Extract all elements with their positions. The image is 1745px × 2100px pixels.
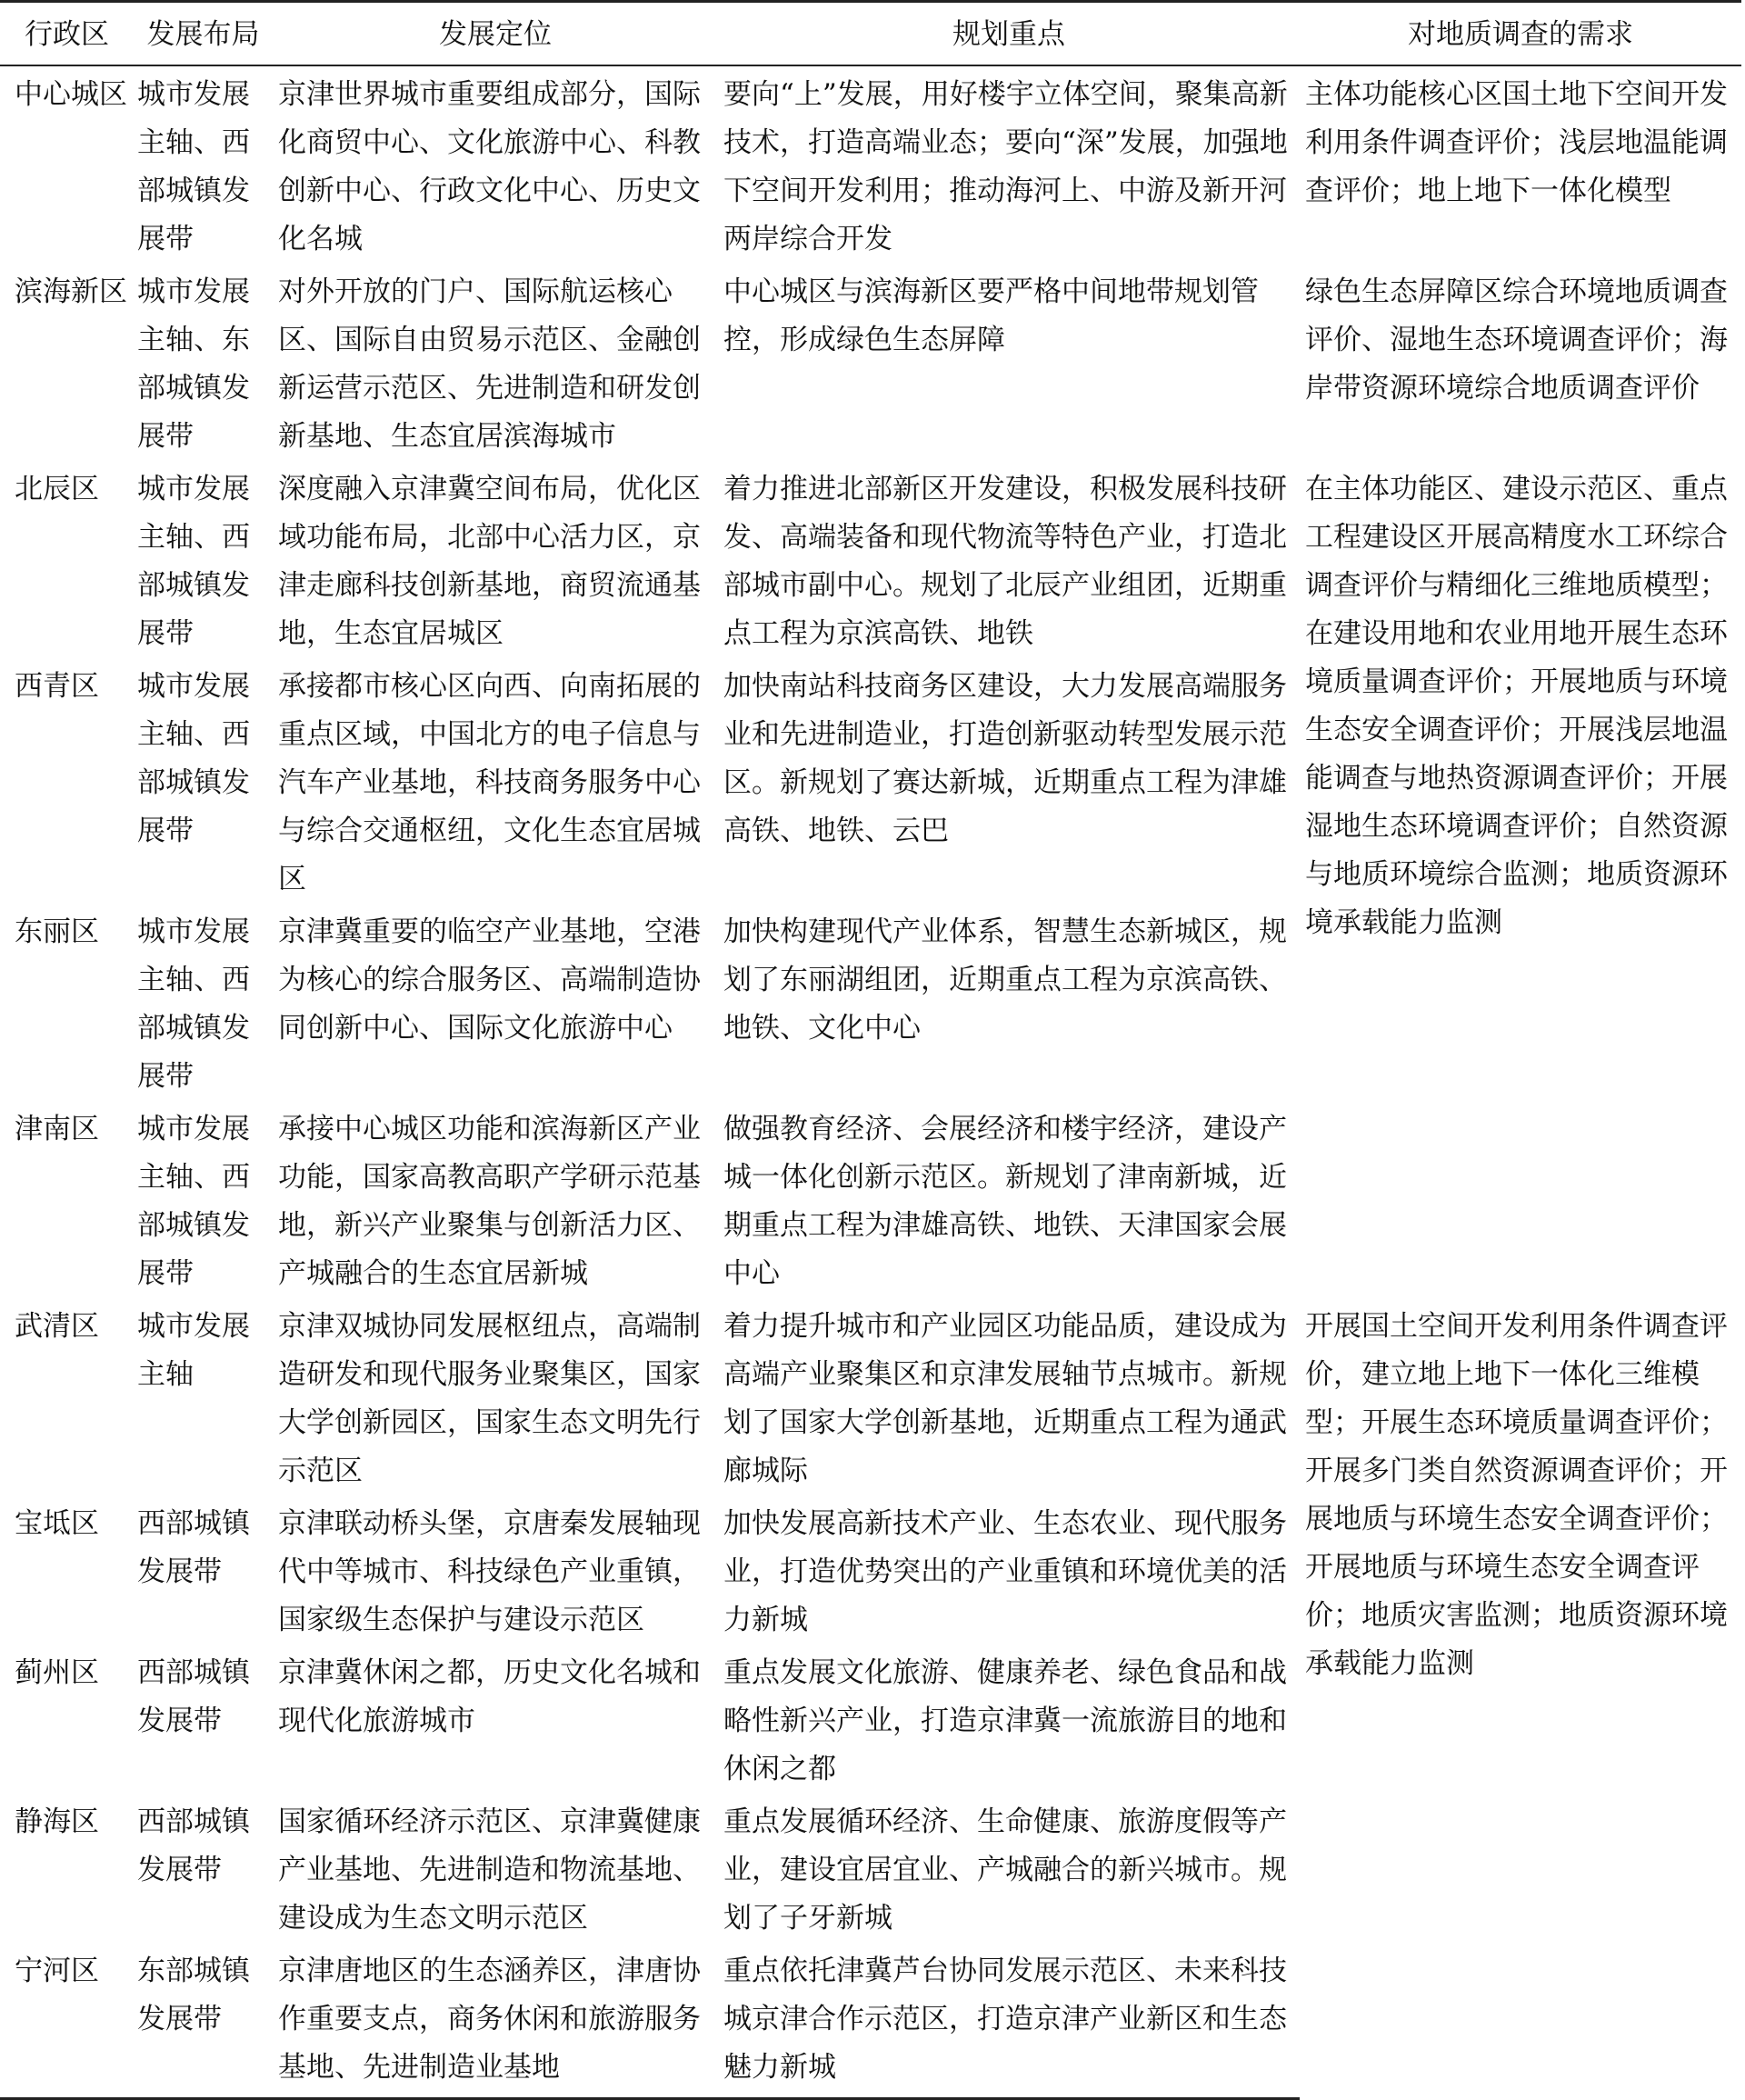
- table-row: [0, 65, 1741, 264]
- cell-district: 津南区: [15, 1113, 99, 1145]
- cell-positioning: 对外开放的门户、国际航运核心区、国际自由贸易示范区、金融创新运营示范区、先进制造和研发创新基地、生态宜居滨海城市: [278, 275, 701, 453]
- header-positioning: 发展定位: [273, 2, 718, 66]
- table-row: [0, 264, 1741, 461]
- cell-layout: 东部城镇发展带: [134, 1943, 273, 2099]
- cell-planning-focus: 重点发展循环经济、生命健康、旅游度假等产业，建设宜居宜业、产城融合的新兴城市。规划了子牙新城: [723, 1805, 1287, 1935]
- cell-planning-focus: 加快发展高新技术产业、生态农业、现代服务业，打造优势突出的产业重镇和环境优美的活力新城: [723, 1507, 1287, 1636]
- table-row: [0, 461, 1741, 658]
- cell-survey-demand: 主体功能核心区国土地下空间开发利用条件调查评价；浅层地温能调查评价；地上地下一体化模型: [1305, 78, 1728, 207]
- cell-planning-focus: 着力推进北部新区开发建设，积极发展科技研发、高端装备和现代物流等特色产业，打造北部城市副中心。规划了北辰产业组团，近期重点工程为京滨高铁、地铁: [723, 473, 1287, 650]
- cell-district: 宁河区: [0, 1943, 134, 2099]
- cell-layout: 西部城镇发展带: [137, 1656, 250, 1737]
- cell-layout: 城市发展主轴、东部城镇发展带: [137, 275, 250, 453]
- cell-planning-focus: 着力提升城市和产业园区功能品质，建设成为高端产业聚集区和京津发展轴节点城市。新规划了国家大学创新基地，近期重点工程为通武廊城际: [723, 1310, 1287, 1487]
- cell-district: 武清区: [15, 1310, 99, 1343]
- header-district: 行政区: [0, 2, 134, 66]
- cell-district: 东丽区: [15, 915, 99, 948]
- cell-positioning: 承接都市核心区向西、向南拓展的重点区域，中国北方的电子信息与汽车产业基地，科技商务服务中心与综合交通枢纽，文化生态宜居城区: [278, 670, 701, 895]
- cell-layout: 城市发展主轴、西部城镇发展带: [137, 670, 250, 847]
- cell-layout: 城市发展主轴、西部城镇发展带: [137, 1113, 250, 1290]
- cell-positioning: 深度融入京津冀空间布局，优化区域功能布局，北部中心活力区，京津走廊科技创新基地，商贸流通基地，生态宜居城区: [278, 473, 701, 650]
- cell-layout: 西部城镇发展带: [137, 1805, 250, 1886]
- cell-positioning: 京津冀休闲之都，历史文化名城和现代化旅游城市: [278, 1656, 701, 1737]
- cell-layout: 城市发展主轴、西部城镇发展带: [137, 78, 250, 255]
- header-planning-focus: 规划重点: [718, 2, 1300, 66]
- cell-layout: 城市发展主轴: [137, 1310, 250, 1391]
- cell-district: 宝坻区: [15, 1507, 99, 1540]
- cell-district: 西青区: [15, 670, 99, 703]
- cell-layout: 西部城镇发展带: [137, 1507, 250, 1588]
- cell-survey-demand: 绿色生态屏障区综合环境地质调查评价、湿地生态环境调查评价；海岸带资源环境综合地质调查评价: [1305, 275, 1728, 405]
- cell-district: 滨海新区: [15, 275, 127, 308]
- cell-positioning: 京津唐地区的生态涵养区，津唐协作重要支点，商务休闲和旅游服务基地、先进制造业基地: [273, 1943, 718, 2099]
- cell-survey-demand: 在主体功能区、建设示范区、重点工程建设区开展高精度水工环综合调查评价与精细化三维地质模型；在建设用地和农业用地开展生态环境质量调查评价；开展地质与环境生态安全调查评价；开展浅层地温能调查与地热资源调查评价；开展湿地生态环境调查评价；自然资源与地质环境综合监测；地质资源环境承载能力监测: [1305, 473, 1728, 939]
- cell-district: 北辰区: [15, 473, 99, 505]
- cell-layout: 城市发展主轴、西部城镇发展带: [137, 915, 250, 1093]
- header-row: [0, 2, 1741, 66]
- cell-planning-focus: 中心城区与滨海新区要严格中间地带规划管控，形成绿色生态屏障: [723, 275, 1259, 356]
- cell-positioning: 京津冀重要的临空产业基地，空港为核心的综合服务区、高端制造协同创新中心、国际文化旅游中心: [278, 915, 701, 1045]
- cell-positioning: 承接中心城区功能和滨海新区产业功能，国家高教高职产学研示范基地，新兴产业聚集与创新活力区、产城融合的生态宜居新城: [278, 1113, 701, 1290]
- cell-planning-focus: 要向“上”发展，用好楼宇立体空间，聚集高新技术，打造高端业态；要向“深”发展，加强地下空间开发利用；推动海河上、中游及新开河两岸综合开发: [723, 78, 1288, 255]
- cell-planning-focus: 重点发展文化旅游、健康养老、绿色食品和战略性新兴产业，打造京津冀一流旅游目的地和休闲之都: [723, 1656, 1287, 1785]
- header-layout: 发展布局: [134, 2, 273, 66]
- cell-district: 蓟州区: [15, 1656, 99, 1689]
- cell-planning-focus: 重点依托津冀芦台协同发展示范区、未来科技城京津合作示范区，打造京津产业新区和生态魅力新城: [718, 1943, 1300, 2099]
- cell-layout: 城市发展主轴、西部城镇发展带: [137, 473, 250, 650]
- cell-survey-demand: 开展国土空间开发利用条件调查评价，建立地上地下一体化三维模型；开展生态环境质量调查评价；开展多门类自然资源调查评价；开展地质与环境生态安全调查评价；开展地质与环境生态安全调查评价；地质灾害监测；地质资源环境承载能力监测: [1305, 1310, 1728, 1680]
- table-header: [0, 2, 1741, 66]
- cell-planning-focus: 做强教育经济、会展经济和楼宇经济，建设产城一体化创新示范区。新规划了津南新城，近期重点工程为津雄高铁、地铁、天津国家会展中心: [723, 1113, 1287, 1290]
- header-survey-demand: 对地质调查的需求: [1300, 2, 1741, 66]
- cell-positioning: 京津联动桥头堡，京唐秦发展轴现代中等城市、科技绿色产业重镇，国家级生态保护与建设示范区: [278, 1507, 701, 1636]
- cell-district: 中心城区: [15, 78, 127, 111]
- cell-district: 静海区: [15, 1805, 99, 1838]
- cell-positioning: 国家循环经济示范区、京津冀健康产业基地、先进制造和物流基地、建设成为生态文明示范区: [278, 1805, 701, 1935]
- cell-positioning: 京津世界城市重要组成部分，国际化商贸中心、文化旅游中心、科教创新中心、行政文化中心、历史文化名城: [278, 78, 701, 255]
- table-row: [0, 1298, 1741, 1495]
- table-body: [0, 65, 1741, 2099]
- cell-planning-focus: 加快南站科技商务区建设，大力发展高端服务业和先进制造业，打造创新驱动转型发展示范区。新规划了赛达新城，近期重点工程为津雄高铁、地铁、云巴: [723, 670, 1287, 847]
- cell-planning-focus: 加快构建现代产业体系，智慧生态新城区，规划了东丽湖组团，近期重点工程为京滨高铁、地铁、文化中心: [723, 915, 1287, 1045]
- cell-positioning: 京津双城协同发展枢纽点，高端制造研发和现代服务业聚集区，国家大学创新园区，国家生态文明先行示范区: [278, 1310, 701, 1487]
